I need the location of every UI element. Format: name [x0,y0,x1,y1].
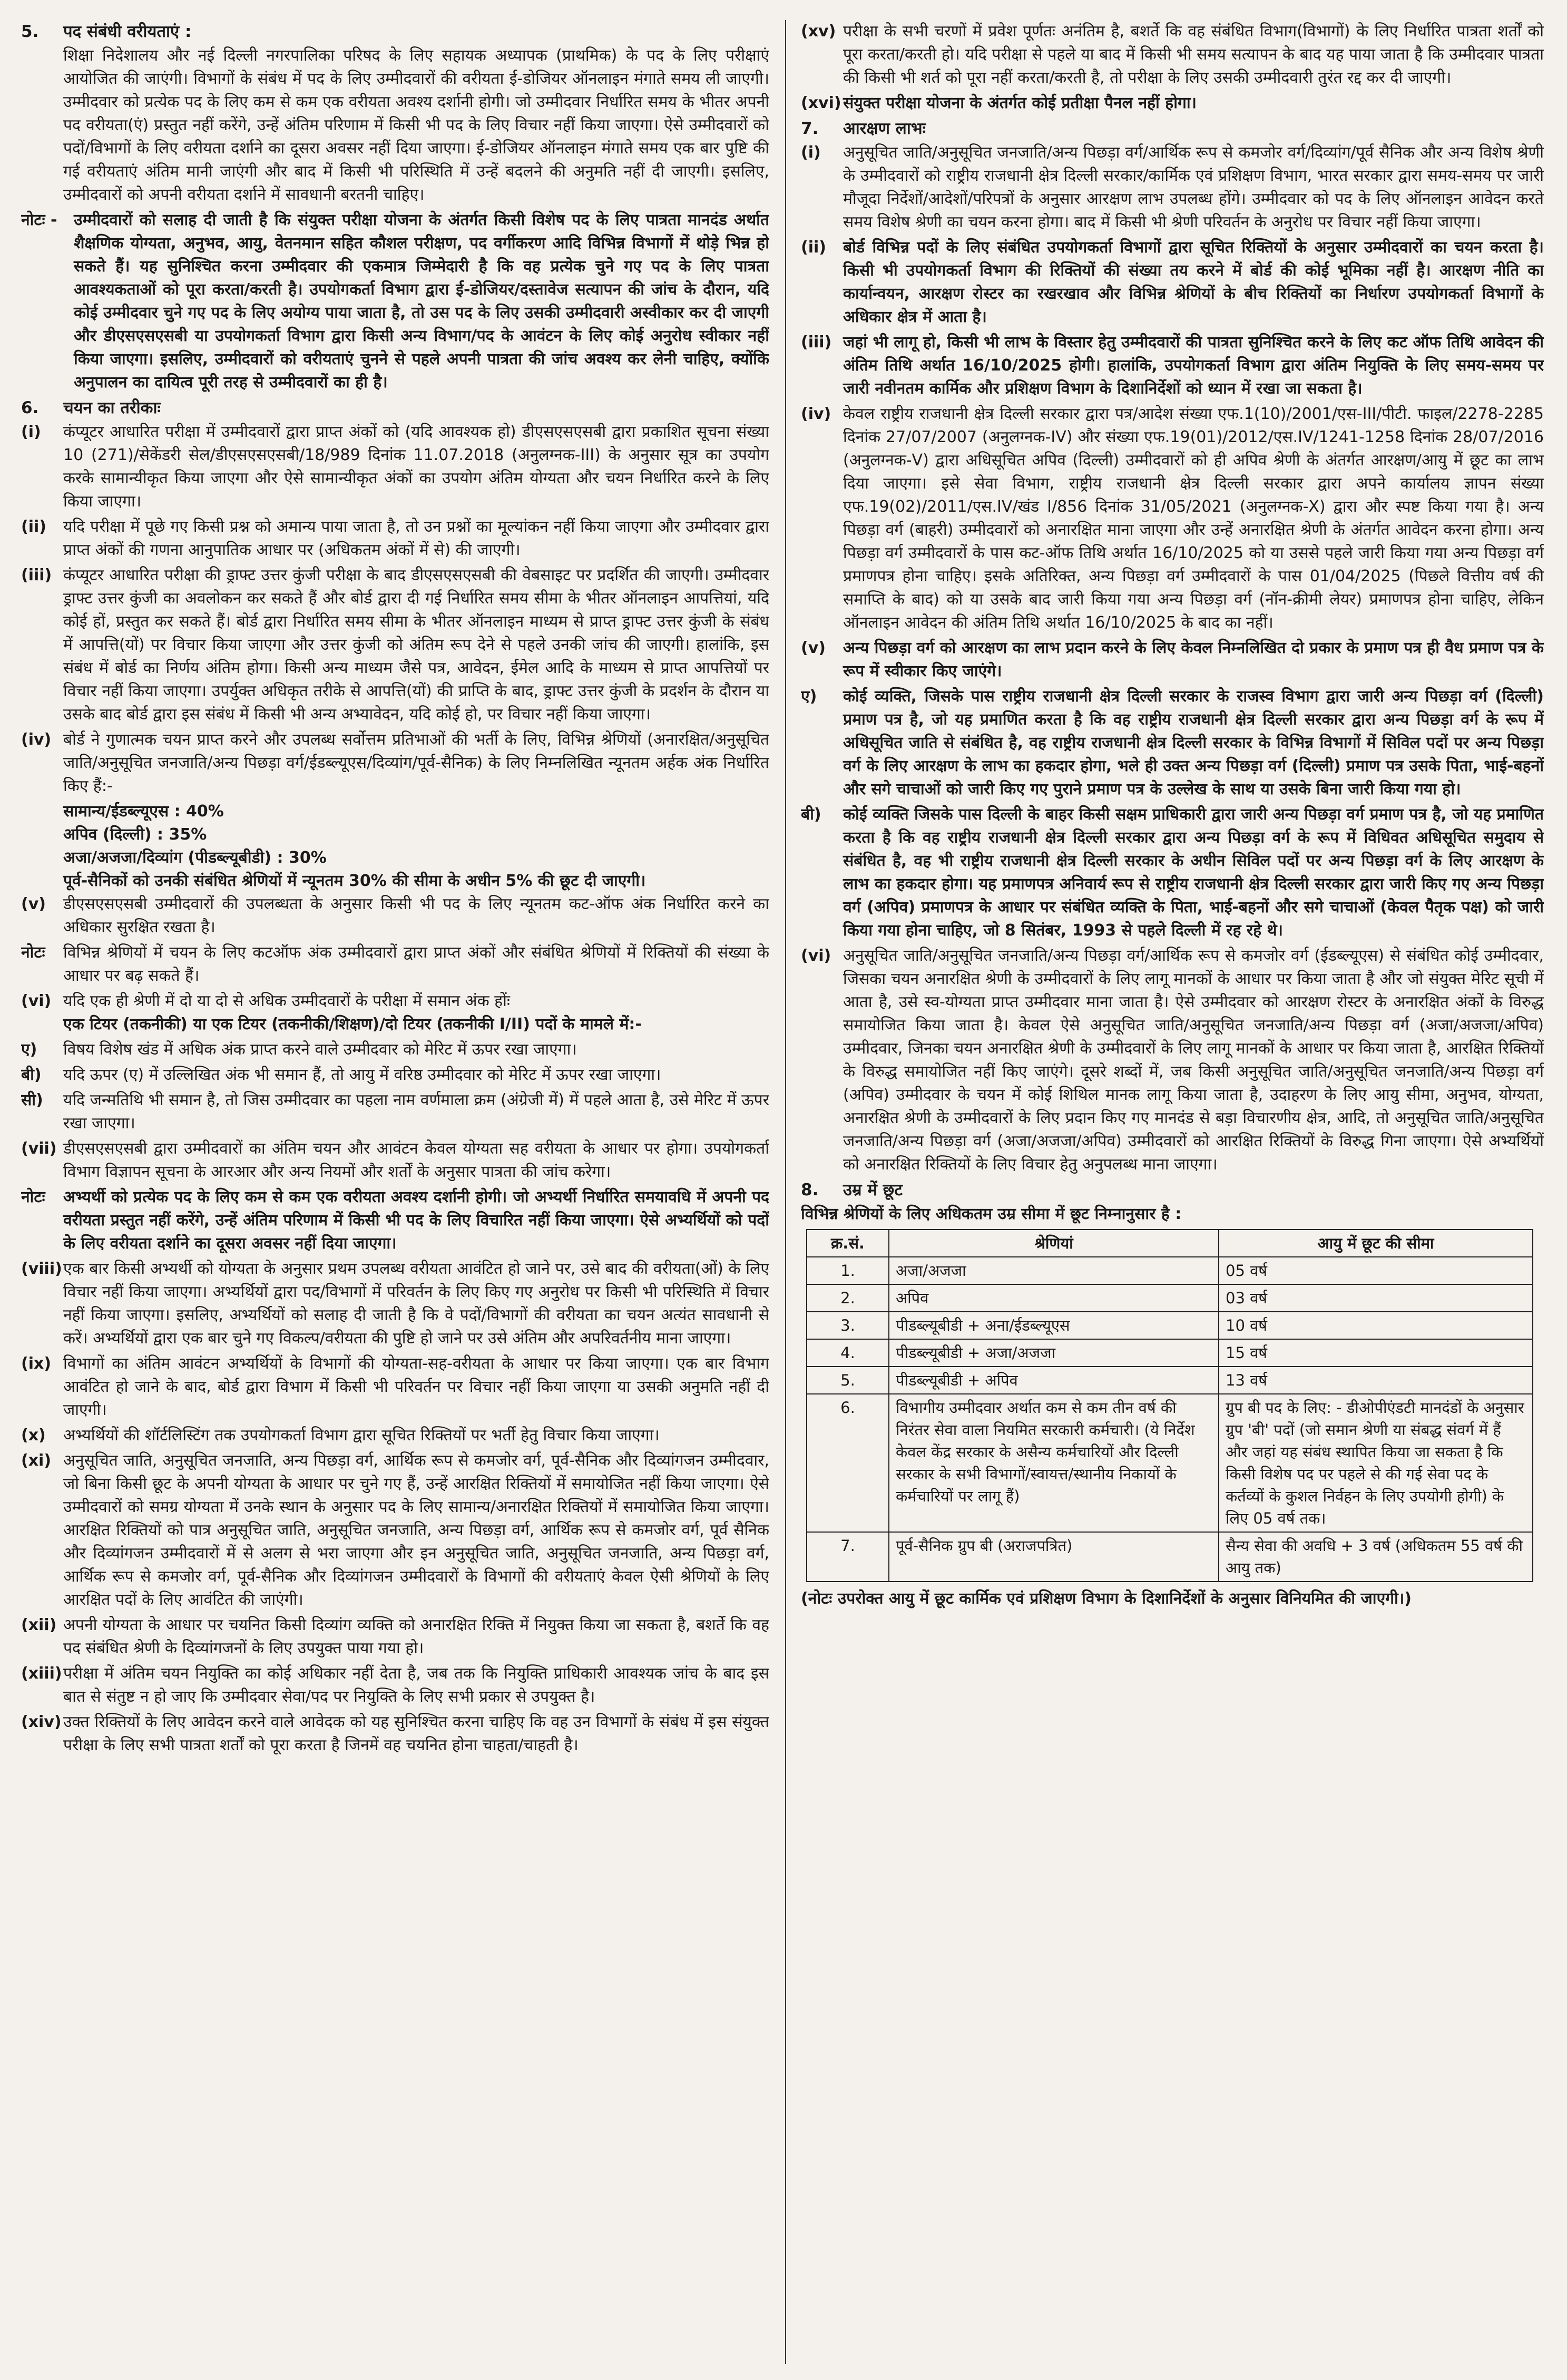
item-vi-bold: एक टियर (तकनीकी) या एक टियर (तकनीकी/शिक्षण)/दो टियर (तकनीकी I/II) पदों के मामले में:- [63,1015,642,1033]
list-item [21,893,769,939]
item-text: यदि जन्मतिथि भी समान है, तो जिस उम्मीदवार का पहला नाम वर्णमाला क्रम (अंग्रेजी में) में पहले आता है, उसे मेरिट में ऊपर रखा जाएगा। [63,1091,769,1133]
item-number: (i) [21,423,41,441]
item-number: ए) [801,687,817,706]
note-text: विभिन्न श्रेणियों में चयन के लिए कटऑफ अंक उम्मीदवारों द्वारा प्राप्त अंकों और संबंधित श्रेणियों में रिक्तियों की संख्या के आधार पर बढ़ सकते हैं। [63,943,769,985]
list-item [801,637,1544,683]
list-item [21,564,769,726]
item-number: (x) [21,1426,46,1445]
item-text: यदि ऊपर (ए) में उल्लिखित अंक भी समान हैं, तो आयु में वरिष्ठ उम्मीदवार को मेरिट में ऊपर रखा जाएगा। [63,1066,661,1084]
cell-sn: 4. [807,1339,889,1367]
item-number: (xii) [21,1616,57,1634]
section-title: पद संबंधी वरीयताएं : [63,22,192,41]
cell-category: पूर्व-सैनिक ग्रुप बी (अराजपत्रित) [889,1532,1219,1582]
min-qualifying-marks [63,800,769,893]
table-row [807,1284,1533,1312]
item-text: डीएसएसएसबी द्वारा उम्मीदवारों का अंतिम चयन और आवंटन केवल योग्यता सह वरीयता के आधार पर होगा। उपयोगकर्ता विभाग विज्ञापन सूचना के आरआर और अन्य नियमों और शर्तों के अनुसार पात्रता की जांच करेगा। [63,1139,769,1181]
item-text: अभ्यर्थियों की शॉर्टलिस्टिंग तक उपयोगकर्ता विभाग द्वारा सूचित रिक्तियों पर भर्ती हेतु विचार किया जाएगा। [63,1426,660,1445]
min-marks-general: सामान्य/ईडब्ल्यूएस : 40% [63,802,224,821]
left-column [21,20,769,2364]
item-vi-intro: यदि एक ही श्रेणी में दो या दो से अधिक उम्मीदवारों के परीक्षा में समान अंक होंः [63,992,510,1010]
item-number: (v) [21,895,46,913]
cell-sn: 6. [807,1394,889,1532]
note-label: नोटः [21,943,45,962]
list-item [21,1711,769,1757]
note-label: नोटः - [21,211,57,229]
item-text: कंप्यूटर आधारित परीक्षा में उम्मीदवारों द्वारा प्राप्त अंकों को (यदि आवश्यक हो) डीएसएसएसबी द्वारा प्रकाशित सूचना संख्या 10 (271)/सेकेंडरी सेल/डीएसएसएसबी/18/989 दिनांक 11.07.2018 (अनुलग्नक-III) के अनुसार सूत्र का उपयोग करके सामान्यीकृत किया जाएगा और ऐसे सामान्यीकृत अंकों का उपयोग अंतिम योग्यता और चयन निर्धारित करने के लिए किया जाएगा। [63,423,769,511]
item-text: परीक्षा के सभी चरणों में प्रवेश पूर्णतः अनंतिम है, बशर्ते कि वह संबंधित विभाग(विभागों) के लिए निर्धारित पात्रता शर्तों को पूरा करता/करती हो। यदि परीक्षा से पहले या बाद में किसी भी समय सत्यापन के बाद यह पाया जाता है कि उम्मीदवार पात्रता की किसी भी शर्त को पूरा नहीं करता/करती है, तो परीक्षा के लिए उसकी उम्मीदवारी तुरंत रद्द कर दी जाएगी। [843,22,1544,87]
section-6-heading [21,396,769,420]
min-marks-obc: अपिव (दिल्ली) : 35% [63,825,207,844]
age-relaxation-table [806,1229,1533,1582]
item-text: संयुक्त परीक्षा योजना के अंतर्गत कोई प्रतीक्षा पैनल नहीं होगा। [843,94,1197,112]
list-item [801,92,1544,115]
item-number: (i) [801,143,821,162]
item-text: उक्त रिक्तियों के लिए आवेदन करने वाले आवेदक को यह सुनिश्चित करना चाहिए कि वह उन विभागों के संबंध में इस संयुक्त परीक्षा के लिए सभी पात्रता शर्तों को पूरा करता है जिनमें वह चयनित होना चाहता/चाहती है। [63,1713,769,1754]
item-text: यदि परीक्षा में पूछे गए किसी प्रश्न को अमान्य पाया जाता है, तो उन प्रश्नों का मूल्यांकन नहीं किया जाएगा और उम्मीदवार द्वारा प्राप्त अंकों की गणना आनुपातिक आधार पर (अधिकतम अंकों में से) की जाएगी। [63,518,769,559]
cell-category: विभागीय उम्मीदवार अर्थात कम से कम तीन वर्ष की निरंतर सेवा वाला नियमित सरकारी कर्मचारी। (ये निर्देश केवल केंद्र सरकार के असैन्य कर्मचारियों और दिल्ली सरकार के सभी विभागों/स्वायत्त/स्थानीय निकायों के कर्मचारियों पर लागू हैं) [889,1394,1219,1532]
item-text: परीक्षा में अंतिम चयन नियुक्ति का कोई अधिकार नहीं देता है, जब तक कि नियुक्ति प्राधिकारी आवश्यक जांच के बाद इस बात से संतुष्ट न हो जाए कि उम्मीदवार सेवा/पद पर नियुक्ति के लिए सभी प्रकार से उपयुक्त है। [63,1664,769,1706]
section-title: आरक्षण लाभः [843,119,926,138]
list-item [21,1662,769,1709]
cell-sn: 7. [807,1532,889,1582]
note-1 [21,209,769,394]
cell-relaxation: 05 वर्ष [1219,1257,1533,1284]
item-text: डीएसएसएसबी उम्मीदवारों की उपलब्धता के अनुसार किसी भी पद के लिए न्यूनतम कट-ऑफ अंक निर्धारित करने का अधिकार सुरक्षित रखता है। [63,895,769,937]
table-row [807,1257,1533,1284]
item-text: अपनी योग्यता के आधार पर चयनित किसी दिव्यांग व्यक्ति को अनारक्षित रिक्ति में नियुक्त किया जा सकता है, बशर्ते कि वह पद संबंधित श्रेणी के दिव्यांगजनों के लिए उपयुक्त पाया गया हो। [63,1616,769,1657]
column-divider [785,20,786,2364]
item-number: (xiii) [21,1664,62,1683]
section-title: उम्र में छूट [843,1181,903,1199]
list-item [21,1257,769,1350]
cell-sn: 2. [807,1284,889,1312]
item-number: (xvi) [801,94,841,112]
item-number: बी) [21,1066,42,1084]
age-relaxation-note: (नोटः उपरोक्त आयु में छूट कार्मिक एवं प्रशिक्षण विभाग के दिशानिर्देशों के अनुसार विनियमित की जाएगी।) [801,1589,1412,1608]
min-marks-sc-st-pwbd: अजा/अजजा/दिव्यांग (पीडब्ल्यूबीडी) : 30% [63,848,327,867]
item-text: जहां भी लागू हो, किसी भी लाभ के विस्तार हेतु उम्मीदवारों की पात्रता सुनिश्चित करने के लिए कट ऑफ तिथि आवेदन की अंतिम तिथि अर्थात 16/10/2025 होगी। हालांकि, उपयोगकर्ता विभाग द्वारा अंतिम नियुक्ति के लिए समय-समय पर जारी नवीनतम कार्मिक और प्रशिक्षण विभाग के दिशानिर्देशों को ध्यान में रखा जा सकता है। [843,333,1544,398]
list-item [801,403,1544,635]
age-relaxation-intro: विभिन्न श्रेणियों के लिए अधिकतम उम्र सीमा में छूट निम्नानुसार है : [801,1205,1182,1223]
cell-sn: 1. [807,1257,889,1284]
item-number: सी) [21,1091,43,1109]
table-row [807,1367,1533,1394]
list-item [21,421,769,513]
item-number: (iii) [801,333,832,352]
section-5-body: शिक्षा निदेशालय और नई दिल्ली नगरपालिका परिषद के लिए सहायक अध्यापक (प्राथमिक) के पद के लिए परीक्षाएं आयोजित की जाएंगी। विभागों के संबंध में पद के लिए उम्मीदवारों की वरीयता ई-डोजियर ऑनलाइन मंगाते समय ली जाएगी। उम्मीदवार को प्रत्येक पद के लिए कम से कम एक वरीयता अवश्य दर्शानी होगी। जो उम्मीदवार निर्धारित समय के भीतर अपनी पद वरीयता(एं) प्रस्तुत नहीं करेंगे, उन्हें अंतिम परिणाम में किसी भी पद के लिए विचार नहीं किया जाएगा। ऐसे उम्मीदवारों को पदों/विभागों के लिए वरीयता दर्शाने का दूसरा अवसर नहीं दिया जाएगा। ई-डोजियर ऑनलाइन मंगाते समय एक बार पुष्टि की गई वरीयताएं अंतिम मानी जाएंगी और बाद में किसी भी परिस्थिति में उन्हें बदलने की अनुमति नहीं दी जाएगी। इसलिए, उम्मीदवारों को अपनी वरीयता दर्शाने में सावधानी बरतनी चाहिए। [63,46,769,204]
list-item [21,1137,769,1184]
list-item [801,141,1544,234]
item-text: कोई व्यक्ति, जिसके पास राष्ट्रीय राजधानी क्षेत्र दिल्ली सरकार के राजस्व विभाग द्वारा जारी अन्य पिछड़ा वर्ग (दिल्ली) प्रमाण पत्र है, जो यह प्रमाणित करता है कि वह राष्ट्रीय राजधानी क्षेत्र दिल्ली सरकार द्वारा अन्य पिछड़ा वर्ग के रूप में अधिसूचित जाति से संबंधित है, वह राष्ट्रीय राजधानी क्षेत्र दिल्ली सरकार के विभिन्न विभागों में सिविल पदों पर अन्य पिछड़ा वर्ग के लिए आरक्षण के लाभ का हकदार होगा, भले ही उक्त अन्य पिछड़ा वर्ग (दिल्ली) प्रमाण पत्र उसके पिता, भाई-बहनों और सगे चाचाओं को जारी किए गए पुराने प्रमाण पत्र के उल्लेख के साथ या उसके बिना जारी किया गया हो। [843,687,1544,798]
item-number: (ix) [21,1354,52,1373]
list-item [21,728,769,798]
item-text: अनुसूचित जाति, अनुसूचित जनजाति, अन्य पिछड़ा वर्ग, आर्थिक रूप से कमजोर वर्ग, पूर्व-सैनिक और दिव्यांगजन उम्मीदवार, जो बिना किसी छूट के अपनी योग्यता के आधार पर चुने गए हैं, उन्हें आरक्षित रिक्तियों में समायोजित नहीं किया जाएगा। ऐसे उम्मीदवारों को समग्र योग्यता में उनके स्थान के अनुसार पद के लिए सामान्य/अनारक्षित रिक्तियों में समायोजित किया जाएगा। आरक्षित रिक्तियों को पात्र अनुसूचित जाति, अनुसूचित जनजाति, अन्य पिछड़ा वर्ग, आर्थिक रूप से कमजोर वर्ग, पूर्व सैनिक और दिव्यांगजन उम्मीदवारों में से अलग से भरा जाएगा और इन अनुसूचित जाति, अनुसूचित जनजाति, अन्य पिछड़ा वर्ग, आर्थिक रूप से कमजोर वर्ग, पूर्व-सैनिक और दिव्यांगजन उम्मीदवारों के विभागों की वरीयताएं केवल ऐसी श्रेणियों के लिए आरक्षित पदों के लिए आवंटित की जाएंगी। [63,1451,769,1609]
item-text: विषय विशेष खंड में अधिक अंक प्राप्त करने वाले उम्मीदवार को मेरिट में ऊपर रखा जाएगा। [63,1040,577,1059]
cell-sn: 5. [807,1367,889,1394]
item-text: अनुसूचित जाति/अनुसूचित जनजाति/अन्य पिछड़ा वर्ग/आर्थिक रूप से कमजोर वर्ग/दिव्यांग/पूर्व सैनिक और अन्य विशेष श्रेणी के उम्मीदवारों को राष्ट्रीय राजधानी क्षेत्र दिल्ली सरकार/कार्मिक एवं प्रशिक्षण विभाग, भारत सरकार द्वारा समय-समय पर जारी मौजूदा निर्देशों/आदेशों/परिपत्रों के अनुसार आरक्षण लाभ उपलब्ध होंगे। उम्मीदवार को पद के लिए ऑनलाइन आवेदन करते समय विशेष श्रेणी का चयन करना होगा। बाद में किसी भी श्रेणी परिवर्तन के अनुरोध पर विचार नहीं किया जाएगा। [843,143,1544,231]
note-text: अभ्यर्थी को प्रत्येक पद के लिए कम से कम एक वरीयता अवश्य दर्शानी होगी। जो अभ्यर्थी निर्धारित समयावधि में अपनी पद वरीयता प्रस्तुत नहीं करेंगे, उन्हें अंतिम परिणाम में किसी भी पद के लिए विचारित नहीं किया जाएगा। ऐसे अभ्यर्थियों को पदों के लिए वरीयता दर्शाने का दूसरा अवसर नहीं दिया जाएगा। [63,1188,769,1253]
cell-category: पीडब्ल्यूबीडी + अपिव [889,1367,1219,1394]
cell-relaxation: 15 वर्ष [1219,1339,1533,1367]
item-text [63,990,769,1036]
item-text: विभागों का अंतिम आवंटन अभ्यर्थियों के विभागों की योग्यता-सह-वरीयता के आधार पर किया जाएगा। एक बार विभाग आवंटित हो जाने के बाद, बोर्ड द्वारा विभाग में किसी भी परिवर्तन पर विचार नहीं किया जाएगा या उसकी अनुमति नहीं दी जाएगी। [63,1354,769,1419]
item-number: (vi) [801,947,831,965]
tiebreak-item [21,1038,769,1061]
column-header-category: श्रेणियां [889,1230,1219,1257]
min-marks-ex-servicemen: पूर्व-सैनिकों को उनकी संबंधित श्रेणियों में न्यूनतम 30% की सीमा के अधीन 5% की छूट दी जाएगी। [63,872,646,890]
cell-relaxation: 13 वर्ष [1219,1367,1533,1394]
item-text: कंप्यूटर आधारित परीक्षा की ड्राफ्ट उत्तर कुंजी परीक्षा के बाद डीएसएसएसबी की वेबसाइट पर प्रदर्शित की जाएगी। उम्मीदवार ड्राफ्ट उत्तर कुंजी का अवलोकन कर सकते हैं और बोर्ड द्वारा दी गई निर्धारित समय सीमा के भीतर ऑनलाइन आपत्तियां, यदि कोई हों, प्रस्तुत कर सकते हैं। बोर्ड द्वारा निर्धारित समय सीमा के भीतर ऑनलाइन माध्यम से प्राप्त ड्राफ्ट उत्तर कुंजी के संबंध में आपत्ति(यों) पर विचार किया जाएगा और उत्तर कुंजी को अंतिम रूप देने से पहले उनकी जांच की जाएगी। हालांकि, इस संबंध में बोर्ड का निर्णय अंतिम होगा। किसी अन्य माध्यम जैसे पत्र, आवेदन, ईमेल आदि के माध्यम से प्राप्त आपत्तियों पर विचार नहीं किया जाएगा। उपर्युक्त अधिकृत तरीके से आपत्ति(यों) की प्राप्ति के बाद, ड्राफ्ट उत्तर कुंजी के प्रदर्शन के दौरान या उसके बाद बोर्ड द्वारा इस संबंध में किसी भी अन्य अभ्यावेदन, यदि कोई हो, पर विचार नहीं किया जाएगा। [63,566,769,724]
list-item [21,1352,769,1422]
cell-sn: 3. [807,1312,889,1339]
item-number: (xi) [21,1451,52,1470]
item-text: केवल राष्ट्रीय राजधानी क्षेत्र दिल्ली सरकार द्वारा पत्र/आदेश संख्या एफ.1(10)/2001/एस-III/पीटी. फाइल/2278-2285 दिनांक 27/07/2007 (अनुलग्नक-IV) और संख्या एफ.19(01)/2012/एस.IV/1241-1258 दिनांक 28/07/2016 (अनुलग्नक-V) द्वारा अधिसूचित अपिव (दिल्ली) उम्मीदवारों को ही अपिव श्रेणी के अंतर्गत आरक्षण/आयु में छूट का लाभ दिया जाएगा। इसे सेवा विभाग, राष्ट्रीय राजधानी क्षेत्र दिल्ली सरकार द्वारा अपने कार्यालय ज्ञापन संख्या एफ.19(02)/2011/एस.IV/खंड I/856 दिनांक 31/05/2021 (अनुलग्नक-X) द्वारा और स्पष्ट किया गया है। अन्य पिछड़ा वर्ग (बाहरी) उम्मीदवारों को अनारक्षित माना जाएगा और उन्हें अनारक्षित श्रेणी के अंतर्गत आवेदन करना होगा। अन्य पिछड़ा वर्ग उम्मीदवारों के पास कट-ऑफ तिथि अर्थात 16/10/2025 को या उससे पहले जारी किया गया अन्य पिछड़ा वर्ग प्रमाणपत्र होना चाहिए। इसके अतिरिक्त, अन्य पिछड़ा वर्ग उम्मीदवारों के पास 01/04/2025 (पिछले वित्तीय वर्ष की समाप्ति के बाद) को या उसके बाद जारी किया गया अन्य पिछड़ा वर्ग (नॉन-क्रीमी लेयर) प्रमाणपत्र होना चाहिए, लेकिन ऑनलाइन आवेदन की अंतिम तिथि अर्थात 16/10/2025 के बाद का नहीं। [843,405,1544,632]
cell-category: पीडब्ल्यूबीडी + अना/ईडब्ल्यूएस [889,1312,1219,1339]
section-7-heading [801,117,1544,140]
list-item [801,331,1544,401]
cell-relaxation: ग्रुप बी पद के लिए: - डीओपीएंडटी मानदंडों के अनुसार ग्रुप 'बी' पदों (जो समान श्रेणी या संबद्ध संवर्ग में हैं और जहां यह संबंध स्थापित किया जा सकता है कि किसी विशेष पद पर पहले से की गई सेवा पद के कर्तव्यों के कुशल निर्वहन के लिए उपयोगी होगी) के लिए 05 वर्ष तक। [1219,1394,1533,1532]
list-item [801,803,1544,942]
section-number: 7. [801,119,819,138]
table-row [807,1339,1533,1367]
list-item [801,236,1544,329]
item-text: बोर्ड ने गुणात्मक चयन प्राप्त करने और उपलब्ध सर्वोत्तम प्रतिभाओं की भर्ती के लिए, विभिन्न श्रेणियों (अनारक्षित/अनुसूचित जाति/अनुसूचित जनजाति/अन्य पिछड़ा वर्ग/ईडब्ल्यूएस/दिव्यांग/पूर्व-सैनिक) के लिए निम्नलिखित न्यूनतम अर्हक अंक निर्धारित किए हैं:- [63,730,769,795]
cell-relaxation: सैन्य सेवा की अवधि + 3 वर्ष (अधिकतम 55 वर्ष की आयु तक) [1219,1532,1533,1582]
cell-relaxation: 03 वर्ष [1219,1284,1533,1312]
section-number: 8. [801,1181,819,1199]
list-item [21,515,769,562]
list-item [801,20,1544,90]
section-number: 6. [21,398,39,417]
section-8-heading [801,1178,1544,1202]
note-2 [21,941,769,988]
cell-relaxation: 10 वर्ष [1219,1312,1533,1339]
cell-category: पीडब्ल्यूबीडी + अजा/अजजा [889,1339,1219,1367]
list-item [801,685,1544,801]
list-item [21,990,769,1036]
item-text: कोई व्यक्ति जिसके पास दिल्ली के बाहर किसी सक्षम प्राधिकारी द्वारा जारी अन्य पिछड़ा वर्ग प्रमाण पत्र है, जो यह प्रमाणित करता है कि वह राष्ट्रीय राजधानी क्षेत्र दिल्ली सरकार द्वारा अन्य पिछड़ा वर्ग के रूप में विधिवत अधिसूचित समुदाय से संबंधित है, वह भी राष्ट्रीय राजधानी क्षेत्र दिल्ली सरकार के अधीन सिविल पदों पर अन्य पिछड़ा वर्ग के लिए आरक्षण के लाभ का हकदार होगा। यह प्रमाणपत्र अनिवार्य रूप से राष्ट्रीय राजधानी क्षेत्र दिल्ली सरकार द्वारा जारी किए गए अन्य पिछड़ा वर्ग (अपिव) प्रमाणपत्र के आधार पर संबंधित व्यक्ति के पिता, भाई-बहनों और सगे चाचाओं (केवल पैतृक पक्ष) को जारी किया गया होना चाहिए, जो 8 सितंबर, 1993 से पहले दिल्ली में रह रहे थे। [843,805,1544,940]
tiebreak-item [21,1064,769,1087]
item-text: अन्य पिछड़ा वर्ग को आरक्षण का लाभ प्रदान करने के लिए केवल निम्नलिखित दो प्रकार के प्रमाण पत्र ही वैध प्रमाण पत्र के रूप में स्वीकार किए जाएंगे। [843,639,1544,680]
item-number: (iv) [21,730,52,749]
table-row [807,1532,1533,1582]
section-title: चयन का तरीकाः [63,398,161,417]
section-5-heading [21,20,769,43]
item-number: (xv) [801,22,836,41]
table-row [807,1312,1533,1339]
cell-category: अजा/अजजा [889,1257,1219,1284]
table-header-row [807,1230,1533,1257]
tiebreak-item [21,1089,769,1135]
item-number: (viii) [21,1260,62,1278]
cell-category: अपिव [889,1284,1219,1312]
column-header-sn: क्र.सं. [807,1230,889,1257]
item-number: (ii) [21,518,46,536]
list-item [21,1424,769,1447]
column-header-relaxation: आयु में छूट की सीमा [1219,1230,1533,1257]
list-item [801,944,1544,1176]
item-number: ए) [21,1040,37,1059]
item-number: (vii) [21,1139,57,1158]
note-text: उम्मीदवारों को सलाह दी जाती है कि संयुक्त परीक्षा योजना के अंतर्गत किसी विशेष पद के लिए पात्रता मानदंड अर्थात शैक्षणिक योग्यता, अनुभव, आयु, वेतनमान सहित कौशल परीक्षण, पद वर्गीकरण आदि विभिन्न विभागों में थोड़े भिन्न हो सकते हैं। यह सुनिश्चित करना उम्मीदवार की एकमात्र जिम्मेदारी है कि वह प्रत्येक चुने गए पद के लिए पात्रता आवश्यकताओं को पूरा करता/करती है। उपयोगकर्ता विभाग द्वारा ई-डोजियर/दस्तावेज सत्यापन की जांच के दौरान, यदि कोई उम्मीदवार चुने गए पद के लिए अयोग्य पाया जाता है, तो उस पद के लिए उसकी उम्मीदवारी अस्वीकार कर दी जाएगी और डीएसएसएसबी या उपयोगकर्ता विभाग द्वारा किसी अन्य विभाग/पद के आवंटन के लिए कोई अनुरोध स्वीकार नहीं किया जाएगा। इसलिए, उम्मीदवारों को वरीयताएं चुनने से पहले अपनी पात्रता की जांच अवश्य कर लेनी चाहिए, क्योंकि अनुपालन का दायित्व पूरी तरह से उम्मीदवारों का ही है। [74,211,769,392]
item-text: बोर्ड विभिन्न पदों के लिए संबंधित उपयोगकर्ता विभागों द्वारा सूचित रिक्तियों के अनुसार उम्मीदवारों का चयन करता है। किसी भी उपयोगकर्ता विभाग की रिक्तियों की संख्या तय करने में बोर्ड की कोई भूमिका नहीं है। आरक्षण नीति का कार्यान्वयन, आरक्षण रोस्टर का रखरखाव और विभिन्न श्रेणियों के बीच रिक्तियों का निर्धारण उपयोगकर्ता विभागों के अधिकार क्षेत्र में आता है। [843,238,1544,326]
item-number: बी) [801,805,821,824]
list-item [21,1614,769,1660]
note-label: नोटः [21,1188,45,1206]
item-number: (iii) [21,566,52,584]
section-number: 5. [21,22,39,41]
list-item [21,1449,769,1612]
item-number: (vi) [21,992,52,1010]
item-number: (xiv) [21,1713,62,1731]
note-3 [21,1186,769,1255]
table-row [807,1394,1533,1532]
item-number: (ii) [801,238,826,257]
item-number: (iv) [801,405,831,423]
item-number: (v) [801,639,826,657]
item-text: अनुसूचित जाति/अनुसूचित जनजाति/अन्य पिछड़ा वर्ग/आर्थिक रूप से कमजोर वर्ग (ईडब्ल्यूएस) से संबंधित कोई उम्मीदवार, जिसका चयन अनारक्षित श्रेणी के उम्मीदवारों के लिए लागू मानकों के आधार पर किया जाता है और जो संयुक्त मेरिट सूची में आता है, उसे स्व-योग्यता प्राप्त उम्मीदवार माना जाता है। ऐसे उम्मीदवार को आरक्षण रोस्टर के अनारक्षित अंकों के विरुद्ध समायोजित किया जाता है। केवल ऐसे अनुसूचित जाति/अनुसूचित जनजाति/अन्य पिछड़ा वर्ग (अजा/अजजा/अपिव) उम्मीदवार, जिनका चयन अनारक्षित श्रेणी के उम्मीदवारों के लिए लागू मानकों के आधार पर किया जाता है, आरक्षित रिक्तियों के विरुद्ध समायोजित नहीं किए जाएंगे। दूसरे शब्दों में, जब किसी अनुसूचित जाति/अनुसूचित जनजाति/अन्य पिछड़ा वर्ग (अपिव) उम्मीदवार के चयन में कोई शिथिल मानक लागू किया जाता है, उदाहरण के लिए आयु सीमा, अनुभव, योग्यता, अनारक्षित श्रेणी के उम्मीदवारों के लिए प्रदान किए गए मानदंड से बड़ा विचारणीय क्षेत्र, आदि, तो अनुसूचित जाति/अनुसूचित जनजाति/अन्य पिछड़ा वर्ग (अजा/अजजा/अपिव) उम्मीदवारों को आरक्षित रिक्तियों के विरुद्ध गिना जाएगा। ऐसे अभ्यर्थियों को अनारक्षित रिक्तियों के लिए विचार हेतु अनुपलब्ध माना जाएगा। [843,947,1544,1174]
right-column [801,20,1544,2364]
item-text: एक बार किसी अभ्यर्थी को योग्यता के अनुसार प्रथम उपलब्ध वरीयता आवंटित हो जाने पर, उसे बाद की वरीयता(ओं) के लिए विचार नहीं किया जाएगा। अभ्यर्थियों द्वारा पद/विभागों में परिवर्तन के लिए किए गए अनुरोध पर किसी भी परिस्थिति में विचार नहीं किया जाएगा। इसलिए, अभ्यर्थियों को सलाह दी जाती है कि वे पदों/विभागों की वरीयता का चयन अत्यंत सावधानी से करें। अभ्यर्थियों द्वारा एक बार चुने गए विकल्प/वरीयता की पुष्टि हो जाने पर उसे अंतिम और अपरिवर्तनीय माना जाएगा। [63,1260,769,1348]
